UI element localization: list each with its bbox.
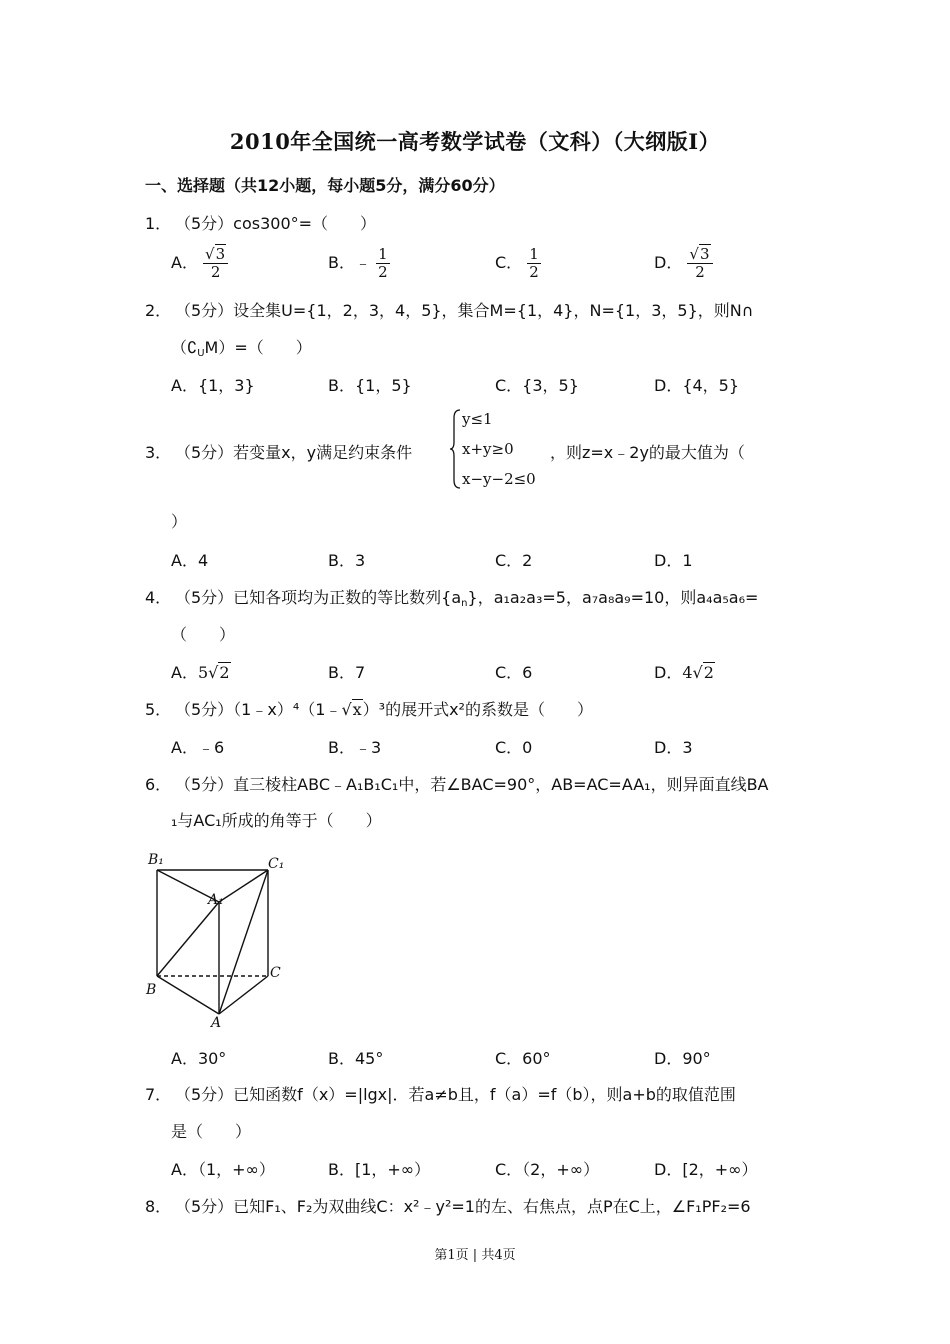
question-2-continued: $(∁_UM)=$（ ）: [171, 338, 312, 359]
question-8: 8． （5分）已知F₁、F₂为双曲线C：x²﹣y²=1的左、右焦点，点P在C上，∠F₁PF₂=6: [145, 1194, 751, 1217]
question-number: 5．: [145, 700, 172, 719]
prism-figure: [140, 846, 300, 1031]
label-b: B: [146, 982, 157, 998]
q6-option-b: B．45°: [328, 1049, 384, 1068]
question-number: 7．: [145, 1085, 172, 1104]
q3-option-c: C．2: [495, 551, 533, 570]
label-b1: B₁: [148, 852, 164, 868]
question-4-continued: （ ）: [171, 625, 236, 644]
q4-option-c: C．6: [495, 663, 533, 682]
q1-option-d: [654, 246, 713, 281]
fraction: $\frac{√3}{2}$: [203, 246, 228, 281]
constraint-line: y≤1: [462, 410, 493, 428]
page-footer: 第1页 | 共4页: [434, 1248, 516, 1263]
label-c1: C₁: [268, 856, 285, 872]
question-6: 6． （5分）直三棱柱ABC﹣A₁B₁C₁中，若∠BAC=90°，AB=AC=AA₁，则异面直线BA: [145, 772, 769, 795]
question-7: 7． （5分）已知函数f（x）=|lgx|．若a≠b且，f（a）=f（b），则a+b的取值范围: [145, 1082, 736, 1105]
question-5: 5． （5分）（1﹣x）⁴（1﹣√x）³的展开式x²的系数是（ ）: [145, 697, 593, 720]
q6-option-a: A．30°: [171, 1049, 227, 1068]
question-number: 8．: [145, 1197, 172, 1216]
question-3-continued: ）: [171, 512, 188, 531]
question-text: （5分）cos300°=（ ）: [175, 214, 377, 233]
minus-sign: ﹣: [354, 253, 371, 272]
label-a: A: [211, 1015, 222, 1031]
q5-option-b: B．﹣3: [328, 738, 382, 757]
q6-option-d: D．90°: [654, 1049, 711, 1068]
q7-option-b: B．[1，+∞）: [328, 1160, 431, 1179]
option-label: A．: [171, 253, 198, 272]
option-label: B．: [328, 253, 355, 272]
q4-option-b: B．7: [328, 663, 366, 682]
q2-option-b: B．{1，5}: [328, 376, 412, 395]
q4-option-d: D．4√2: [654, 663, 714, 682]
fraction: $\frac{√3}{2}$: [687, 246, 712, 281]
q4-option-a: A．5√2: [171, 663, 230, 682]
constraint-line: x−y−2≤0: [462, 470, 536, 488]
label-a1: A₁: [208, 892, 224, 908]
q2-option-a: A．{1，3}: [171, 376, 255, 395]
fraction: $\frac{1}{2}$: [378, 245, 388, 281]
q7-option-c: C．（2，+∞）: [495, 1160, 600, 1179]
question-4: 4． （5分）已知各项均为正数的等比数列$\{a_n\}$，a₁a₂a₃=5，a₇a₈a₉=10，则a₄a₅a₆=: [145, 585, 758, 609]
constraint-system: [450, 408, 540, 490]
question-1: [145, 211, 376, 234]
brace-icon: [450, 408, 462, 490]
constraint-line: x+y≥0: [462, 440, 514, 458]
question-6-continued: ₁与AC₁所成的角等于（ ）: [171, 811, 382, 830]
question-number: 3．: [145, 443, 172, 462]
question-7-continued: 是（ ）: [171, 1122, 252, 1141]
q7-option-a: A．（1，+∞）: [171, 1160, 275, 1179]
q7-option-d: D．[2，+∞）: [654, 1160, 758, 1179]
q2-option-c: C．{3，5}: [495, 376, 579, 395]
q5-option-d: D．3: [654, 738, 693, 757]
q3-option-d: D．1: [654, 551, 693, 570]
question-text: （5分）设全集U={1，2，3，4，5}，集合M={1，4}，N={1，3，5}，则N∩: [175, 301, 754, 320]
q1-option-a: [171, 246, 228, 281]
q1-option-c: [495, 246, 541, 281]
label-c: C: [270, 965, 281, 981]
question-number: 6．: [145, 775, 172, 794]
option-label: D．: [654, 253, 683, 272]
question-text: （5分）若变量x，y满足约束条件: [175, 443, 413, 462]
page-title: 2010年全国统一高考数学试卷（文科）（大纲版Ⅰ）: [229, 129, 721, 154]
question-3: [145, 440, 412, 463]
q3-option-a: A．4: [171, 551, 209, 570]
question-number: 4．: [145, 588, 172, 607]
q5-option-a: A．﹣6: [171, 738, 225, 757]
fraction: $\frac{1}{2}$: [529, 245, 539, 281]
question-number: 2．: [145, 301, 172, 320]
question-2: [145, 298, 753, 321]
q1-option-b: [328, 246, 390, 281]
q6-option-c: C．60°: [495, 1049, 551, 1068]
q3-option-b: B．3: [328, 551, 366, 570]
section-heading: 一、选择题（共12小题，每小题5分，满分60分）: [145, 176, 505, 195]
option-label: C．: [495, 253, 523, 272]
question-number: 1．: [145, 214, 172, 233]
q5-option-c: C．0: [495, 738, 533, 757]
q2-option-d: D．{4，5}: [654, 376, 740, 395]
question-3-tail: ，则z=x﹣2y的最大值为（: [550, 443, 745, 462]
